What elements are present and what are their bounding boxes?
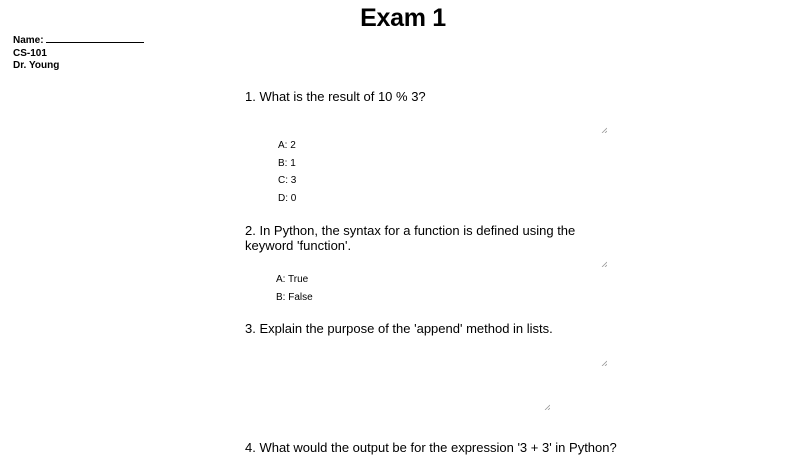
resize-grip-icon[interactable] <box>544 404 550 410</box>
question-3-text: 3. Explain the purpose of the 'append' method in lists. <box>245 321 553 336</box>
question-1-text: 1. What is the result of 10 % 3? <box>245 89 426 104</box>
name-field-row <box>13 34 144 48</box>
resize-grip-icon[interactable] <box>601 360 607 366</box>
option-a[interactable]: A: True <box>276 274 309 285</box>
question-4-text: 4. What would the output be for the expression '3 + 3' in Python? <box>245 440 617 455</box>
option-c[interactable]: C: 3 <box>278 175 297 187</box>
option-d[interactable]: D: 0 <box>278 193 297 205</box>
instructor-name: Dr. Young <box>13 60 60 71</box>
question-1-options <box>278 137 296 208</box>
resize-grip-icon[interactable] <box>601 127 607 133</box>
option-a[interactable]: A: 2 <box>278 140 296 151</box>
option-b[interactable]: B: 1 <box>278 157 296 169</box>
question-2-text: 2. In Python, the syntax for a function is defined using the keyword 'function'. <box>245 223 576 253</box>
course-code: CS-101 <box>13 47 47 59</box>
name-label: Name: <box>13 35 44 46</box>
option-b[interactable]: B: False <box>276 291 313 303</box>
exam-title: Exam 1 <box>360 4 446 32</box>
name-blank-line[interactable] <box>46 34 144 43</box>
resize-grip-icon[interactable] <box>601 261 607 267</box>
question-2-options <box>276 271 313 306</box>
student-info-block <box>13 34 144 73</box>
